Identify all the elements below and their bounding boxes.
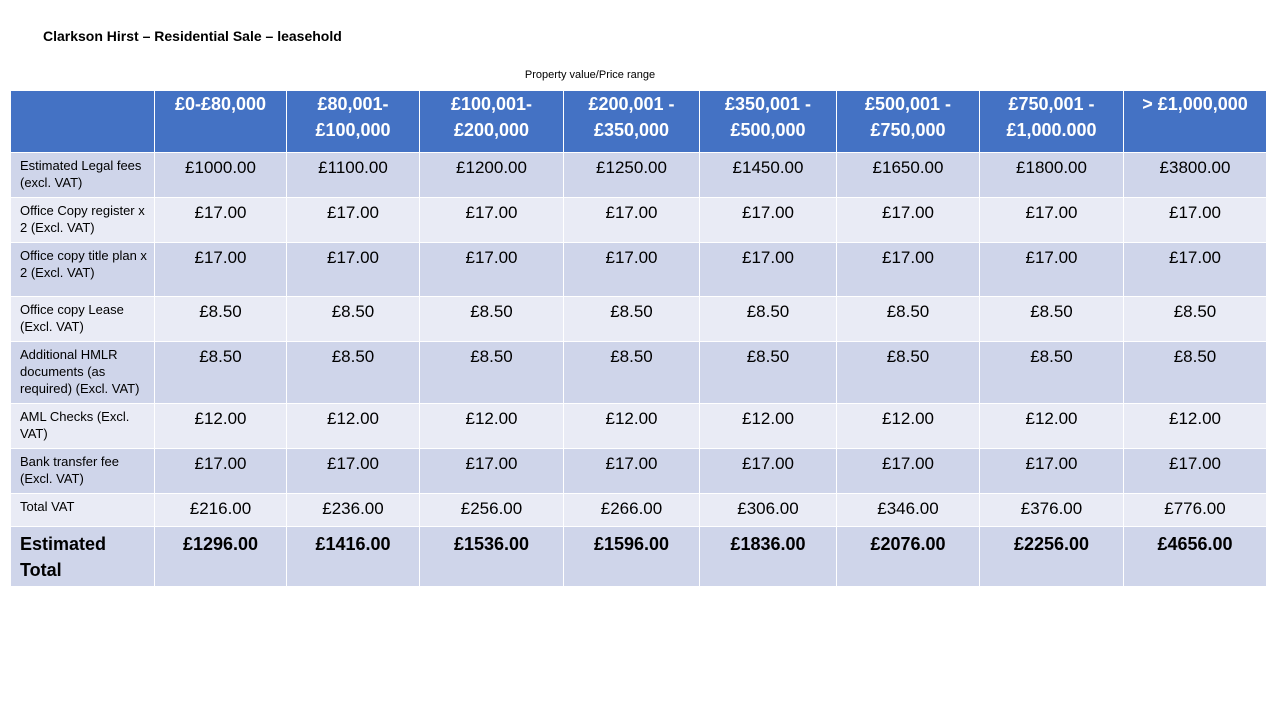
table-row: [11, 342, 1267, 404]
table-cell: £17.00: [564, 243, 700, 297]
table-cell: £12.00: [1124, 404, 1267, 449]
table-cell: £17.00: [287, 449, 420, 494]
column-header-line: £200,000: [453, 120, 530, 140]
row-label: Bank transfer fee (Excl. VAT): [11, 449, 155, 494]
column-header: [700, 91, 837, 153]
table-cell: £1450.00: [700, 153, 837, 198]
column-header-line: £80,001-: [317, 94, 389, 114]
table-cell: £17.00: [980, 198, 1124, 243]
column-header-line: £500,000: [730, 120, 806, 140]
table-row: [11, 449, 1267, 494]
header-row: [11, 91, 1267, 153]
row-label: Total VAT: [11, 494, 155, 527]
column-header-line: £350,000: [593, 120, 670, 140]
table-cell: £17.00: [1124, 449, 1267, 494]
table-cell: £1596.00: [564, 527, 700, 587]
column-header-line: £500,001 -: [864, 94, 952, 114]
table-cell: £17.00: [420, 198, 564, 243]
table-cell: £8.50: [1124, 342, 1267, 404]
column-header: [420, 91, 564, 153]
row-label: Office Copy register x 2 (Excl. VAT): [11, 198, 155, 243]
table-cell: £376.00: [980, 494, 1124, 527]
row-label: Estimated Legal fees (excl. VAT): [11, 153, 155, 198]
table-cell: £8.50: [980, 297, 1124, 342]
table-row: [11, 404, 1267, 449]
table-cell: £8.50: [700, 297, 837, 342]
table-cell: £8.50: [700, 342, 837, 404]
table-cell: £17.00: [420, 243, 564, 297]
table-cell: £8.50: [564, 342, 700, 404]
table-caption: Property value/Price range: [524, 69, 656, 81]
table-cell: £12.00: [287, 404, 420, 449]
table-cell: £17.00: [700, 243, 837, 297]
column-header: [1124, 91, 1267, 153]
table-cell: £8.50: [420, 297, 564, 342]
table-cell: £17.00: [564, 449, 700, 494]
table-cell: £8.50: [837, 342, 980, 404]
column-header-line: £200,001 -: [588, 94, 675, 114]
table-cell: £8.50: [837, 297, 980, 342]
table-cell: £17.00: [155, 198, 287, 243]
table-cell: £8.50: [287, 342, 420, 404]
table-cell: £17.00: [155, 449, 287, 494]
table-cell: £12.00: [155, 404, 287, 449]
column-header: [564, 91, 700, 153]
column-header: [287, 91, 420, 153]
table-cell: £12.00: [980, 404, 1124, 449]
table-cell: £1416.00: [287, 527, 420, 587]
table-cell: £17.00: [837, 449, 980, 494]
column-header-line: £100,001-: [450, 94, 533, 114]
column-header-line: £1,000.000: [1006, 120, 1097, 140]
table-row: [11, 153, 1267, 198]
table-cell: £1000.00: [155, 153, 287, 198]
fees-table: [10, 90, 1267, 587]
table-cell: £17.00: [564, 198, 700, 243]
table-cell: £17.00: [1124, 198, 1267, 243]
table-cell: £216.00: [155, 494, 287, 527]
table-row: [11, 243, 1267, 297]
table-cell: £12.00: [837, 404, 980, 449]
table-cell: £1100.00: [287, 153, 420, 198]
table-cell: £8.50: [155, 342, 287, 404]
table-row: [11, 198, 1267, 243]
row-label: AML Checks (Excl. VAT): [11, 404, 155, 449]
row-label: Office copy title plan x 2 (Excl. VAT): [11, 243, 155, 297]
table-cell: £17.00: [980, 243, 1124, 297]
table-row: [11, 297, 1267, 342]
table-cell: £12.00: [700, 404, 837, 449]
column-header: [980, 91, 1124, 153]
column-header: [155, 91, 287, 153]
page-title: Clarkson Hirst – Residential Sale – leasehold: [43, 28, 342, 44]
table-row: [11, 527, 1267, 587]
table-cell: £236.00: [287, 494, 420, 527]
table-cell: £8.50: [980, 342, 1124, 404]
table-cell: £8.50: [564, 297, 700, 342]
column-header-line: £750,000: [870, 120, 946, 140]
table-cell: £8.50: [155, 297, 287, 342]
table-cell: £12.00: [564, 404, 700, 449]
column-header: [837, 91, 980, 153]
table-cell: £1200.00: [420, 153, 564, 198]
table-cell: £8.50: [287, 297, 420, 342]
table-cell: £2256.00: [980, 527, 1124, 587]
table-cell: £2076.00: [837, 527, 980, 587]
table-cell: £1650.00: [837, 153, 980, 198]
table-cell: £17.00: [420, 449, 564, 494]
table-cell: £776.00: [1124, 494, 1267, 527]
row-label: Office copy Lease (Excl. VAT): [11, 297, 155, 342]
table-cell: £8.50: [420, 342, 564, 404]
column-header-line: > £1,000,000: [1142, 94, 1248, 114]
table-cell: £12.00: [420, 404, 564, 449]
table-cell: £17.00: [287, 198, 420, 243]
table-cell: £306.00: [700, 494, 837, 527]
header-corner: [11, 91, 155, 153]
table-cell: £17.00: [837, 198, 980, 243]
table-cell: £17.00: [287, 243, 420, 297]
table-cell: £266.00: [564, 494, 700, 527]
table-cell: £1250.00: [564, 153, 700, 198]
row-label: Estimated Total: [11, 527, 155, 587]
table-cell: £17.00: [980, 449, 1124, 494]
row-label: Additional HMLR documents (as required) (Excl. VAT): [11, 342, 155, 404]
table-cell: £1296.00: [155, 527, 287, 587]
table-cell: £1536.00: [420, 527, 564, 587]
table-cell: £256.00: [420, 494, 564, 527]
column-header-line: £100,000: [315, 120, 391, 140]
table-cell: £346.00: [837, 494, 980, 527]
table-row: [11, 494, 1267, 527]
table-cell: £1800.00: [980, 153, 1124, 198]
table-cell: £17.00: [155, 243, 287, 297]
table-cell: £8.50: [1124, 297, 1267, 342]
column-header-line: £0-£80,000: [174, 94, 267, 114]
table-cell: £17.00: [700, 198, 837, 243]
column-header-line: £750,001 -: [1008, 94, 1095, 114]
table-cell: £17.00: [1124, 243, 1267, 297]
table-cell: £17.00: [700, 449, 837, 494]
table-cell: £17.00: [837, 243, 980, 297]
column-header-line: £350,001 -: [724, 94, 812, 114]
table-cell: £1836.00: [700, 527, 837, 587]
table-cell: £4656.00: [1124, 527, 1267, 587]
table-cell: £3800.00: [1124, 153, 1267, 198]
